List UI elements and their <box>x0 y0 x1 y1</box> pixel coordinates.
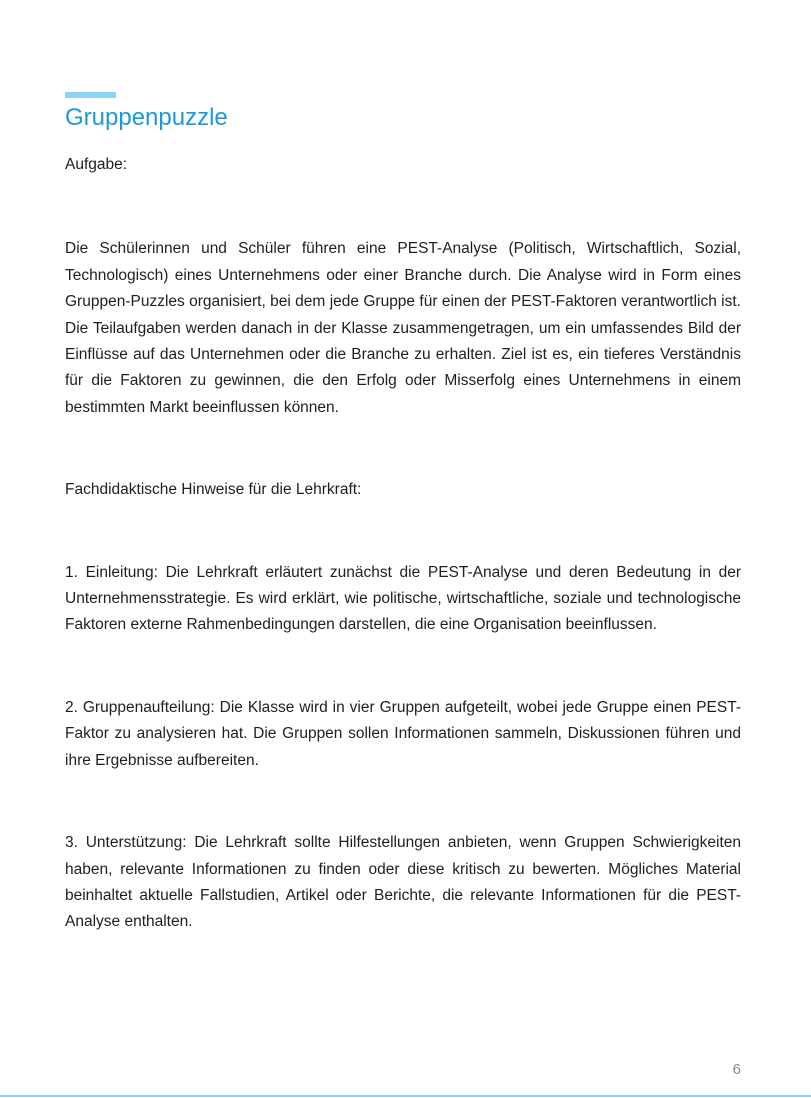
page-number: 6 <box>732 1061 741 1078</box>
page-title: Gruppenpuzzle <box>65 104 228 131</box>
hint-paragraph-3: 3. Unterstützung: Die Lehrkraft sollte Hilfestellungen anbieten, wenn Gruppen Schwierigkeiten haben, relevante Informationen zu finden oder diese kritisch zu bewerten. Mögliches Material beinhaltet aktuelle Fallstudien, Artikel oder Berichte, die relevante Informationen für die PEST-Analyse enthalten. <box>65 834 741 931</box>
hint-paragraph-1: 1. Einleitung: Die Lehrkraft erläutert zunächst die PEST-Analyse und deren Bedeutung in der Unternehmensstrategie. Es wird erklärt, wie politische, wirtschaftliche, soziale und technologische Faktoren externe Rahmenbedingungen darstellen, die eine Organisation beeinflussen. <box>65 563 741 634</box>
document-body <box>65 152 741 936</box>
title-accent-bar <box>65 92 116 98</box>
hints-label: Fachdidaktische Hinweise für die Lehrkraft: <box>65 481 362 499</box>
hint-paragraph-2: 2. Gruppenaufteilung: Die Klasse wird in vier Gruppen aufgeteilt, wobei jede Gruppe einen PEST-Faktor zu analysieren hat. Die Gruppen sollen Informationen sammeln, Diskussionen führen und ihre Ergebnisse aufbereiten. <box>65 698 741 769</box>
task-label: Aufgabe: <box>65 156 128 173</box>
footer-divider <box>0 1095 811 1097</box>
task-paragraph: Die Schülerinnen und Schüler führen eine PEST-Analyse (Politisch, Wirtschaftlich, Sozial, Technologisch) eines Unternehmens oder einer Branche durch. Die Analyse wird in Form eines Gruppen-Puzzles organisiert, bei dem jede Gruppe für einen der PEST-Faktoren verantwortlich ist. Die Teilaufgaben werden danach in der Klasse zusammengetragen, um ein umfassendes Bild der Einflüsse auf das Unternehmen oder die Branche zu erhalten. Ziel ist es, ein tieferes Verständnis für die Faktoren zu gewinnen, die den Erfolg oder Misserfolg eines Unternehmens in einem bestimmten Markt beeinflussen können. <box>65 240 741 416</box>
